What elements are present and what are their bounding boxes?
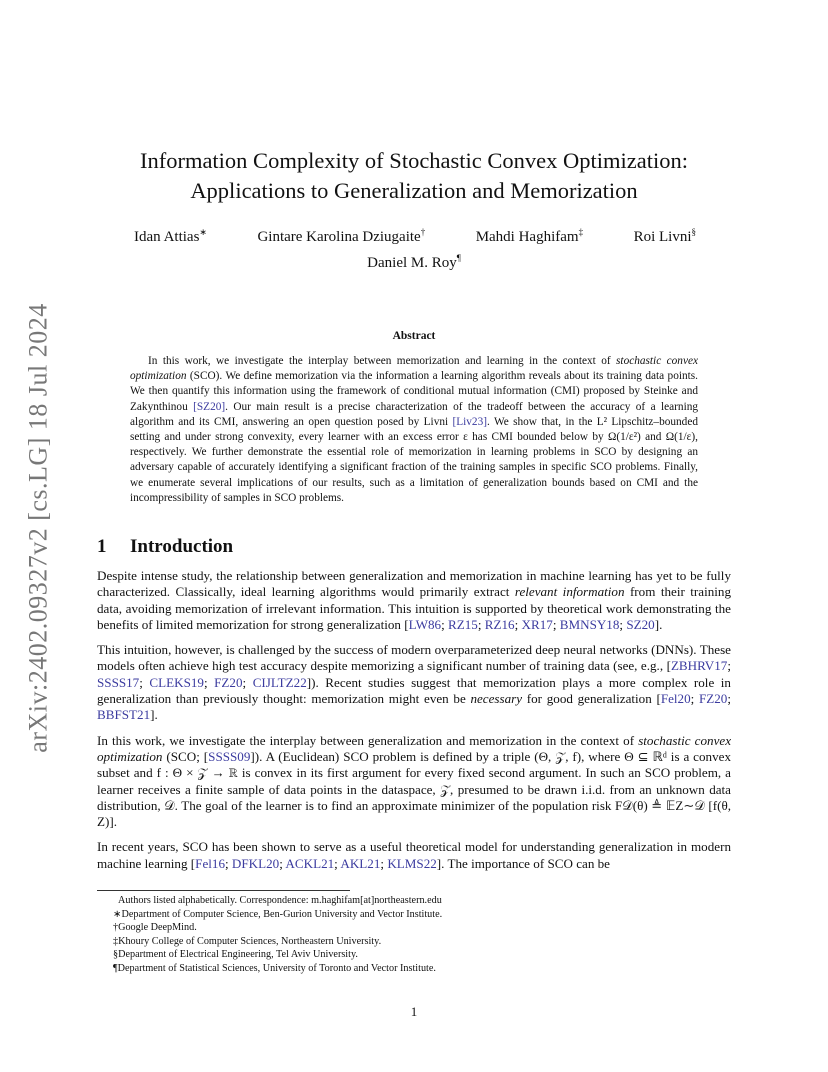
section-heading-introduction bbox=[97, 536, 233, 558]
arxiv-identifier-stamp bbox=[24, 298, 54, 758]
citation-link[interactable]: BMNSY18 bbox=[559, 616, 620, 632]
footnote: Authors listed alphabetically. Correspondence: m.haghifam[at]northeastern.edu bbox=[118, 895, 442, 906]
citation-link[interactable]: CIJLTZ22 bbox=[252, 674, 307, 690]
section-number: 1 bbox=[97, 536, 107, 557]
citation-link[interactable]: ACKL21 bbox=[285, 855, 335, 871]
footnote: ¶Department of Statistical Sciences, University of Toronto and Vector Institute. bbox=[113, 962, 436, 974]
abstract-text: In this work, we investigate the interplay between memorization and learning in the context of stochastic convex optimization (SCO). We define memorization via the information a learning algorithm reveals about its training data points. We then quantify this information using the framework of conditional mutual information (CMI) proposed by Steinke and Zakynthinou [SZ20]. Our main result is a precise characterization of the tradeoff between the accuracy of a learning algorithm and its CMI, answering an open question posed by Livni [Liv23]. We show that, in the L² Lipschitz–bounded setting and under strong convexity, every learner with an excess error ε has CMI bounded below by Ω(1/ε²) and Ω(1/ε), respectively. We further demonstrate the essential role of memorization in learning problems in SCO by designing an adversary capable of accurately identifying a significant fraction of the training samples in specific SCO problems. Finally, we enumerate several implications of our results, such as a limitation of generalization bounds based on CMI and the incompressibility of samples in SCO problems. bbox=[130, 355, 699, 504]
citation-link[interactable]: RZ16 bbox=[484, 616, 515, 632]
citation-link[interactable]: BBFST21 bbox=[97, 707, 151, 723]
author: Mahdi Haghifam‡ bbox=[475, 227, 584, 245]
citation-link[interactable]: FZ20 bbox=[214, 674, 243, 690]
citation-link[interactable]: AKL21 bbox=[340, 855, 381, 871]
title-line-2: Applications to Generalization and Memorization bbox=[190, 178, 638, 203]
paragraph: In recent years, SCO has been shown to serve as a useful theoretical model for understanding generalization in modern machine learning [Fel16; DFKL20; ACKL21; AKL21; KLMS22]. The importance of SCO can be bbox=[97, 839, 731, 871]
abstract-heading: Abstract bbox=[392, 330, 436, 342]
citation-link[interactable]: Fel20 bbox=[660, 691, 691, 707]
paragraph: Despite intense study, the relationship between generalization and memorization in machine learning has yet to be fully characterized. Classically, ideal learning algorithms would primarily extract relevant information from their training data, avoiding memorization of irrelevant information. This intuition is supported by theoretical work demonstrating the benefits of limited memorization for strong generalization [LW86; RZ15; RZ16; XR17; BMNSY18; SZ20]. bbox=[97, 568, 731, 632]
citation-link[interactable]: Fel16 bbox=[195, 855, 225, 871]
page-number: 1 bbox=[410, 1004, 418, 1019]
footnote: ∗Department of Computer Science, Ben-Gurion University and Vector Institute. bbox=[113, 908, 443, 920]
footnote-divider bbox=[97, 890, 350, 891]
citation-link[interactable]: [Liv23] bbox=[452, 415, 487, 428]
author: Idan Attias∗ bbox=[134, 227, 207, 245]
paragraph: In this work, we investigate the interplay between generalization and memorization in the context of stochastic convex optimization (SCO; [SSSS09]). A (Euclidean) SCO problem is defined by a triple (Θ, 𝒵, f), where Θ ⊆ ℝᵈ is a convex subset and f : Θ × 𝒵 → ℝ is convex in its first argument for every fixed second argument. In such an SCO problem, a learner receives a finite sample of data points in the dataspace, 𝒵, presumed to be drawn i.i.d. from an unknown data distribution, 𝒟. The goal of the learner is to find an approximate minimizer of the population risk F𝒟(θ) ≜ 𝔼Z∼𝒟 [f(θ, Z)]. bbox=[97, 732, 732, 830]
footnote: §Department of Electrical Engineering, Tel Aviv University. bbox=[113, 949, 358, 961]
citation-link[interactable]: ZBHRV17 bbox=[670, 658, 728, 674]
introduction-body bbox=[97, 568, 731, 881]
citation-link[interactable]: CLEKS19 bbox=[149, 674, 204, 690]
footnote: †Google DeepMind. bbox=[113, 922, 197, 934]
citation-link[interactable]: XR17 bbox=[521, 616, 553, 632]
citation-link[interactable]: SSSS17 bbox=[97, 674, 140, 690]
title-line-1: Information Complexity of Stochastic Convex Optimization: bbox=[139, 148, 689, 173]
author: Daniel M. Roy¶ bbox=[367, 253, 461, 271]
author-list bbox=[80, 229, 748, 272]
citation-link[interactable]: DFKL20 bbox=[231, 855, 280, 871]
citation-link[interactable]: FZ20 bbox=[698, 691, 728, 707]
footnotes bbox=[113, 894, 733, 976]
author: Gintare Karolina Dziugaite† bbox=[257, 227, 426, 245]
paragraph: This intuition, however, is challenged by the success of modern overparameterized deep neural networks (DNNs). These models often achieve high test accuracy despite memorizing a significant number of training data (see, e.g., [ZBHRV17; SSSS17; CLEKS19; FZ20; CIJLTZ22]). Recent studies suggest that memorization plays a more complex role in generalization than previously thought: memorization might even be necessary for good generalization [Fel20; FZ20; BBFST21]. bbox=[97, 642, 731, 723]
citation-link[interactable]: SZ20 bbox=[626, 616, 655, 632]
citation-link[interactable]: SSSS09 bbox=[208, 748, 251, 764]
author: Roi Livni§ bbox=[633, 227, 696, 245]
paper-title bbox=[80, 146, 748, 206]
section-title: Introduction bbox=[130, 536, 234, 557]
citation-link[interactable]: KLMS22 bbox=[387, 855, 437, 871]
footnote: ‡Khoury College of Computer Sciences, Northeastern University. bbox=[113, 935, 382, 947]
arxiv-identifier: arXiv:2402.09327v2 [cs.LG] 18 Jul 2024 bbox=[24, 303, 53, 753]
citation-link[interactable]: RZ15 bbox=[448, 616, 478, 632]
citation-link[interactable]: LW86 bbox=[408, 616, 442, 632]
citation-link[interactable]: [SZ20] bbox=[193, 400, 226, 413]
